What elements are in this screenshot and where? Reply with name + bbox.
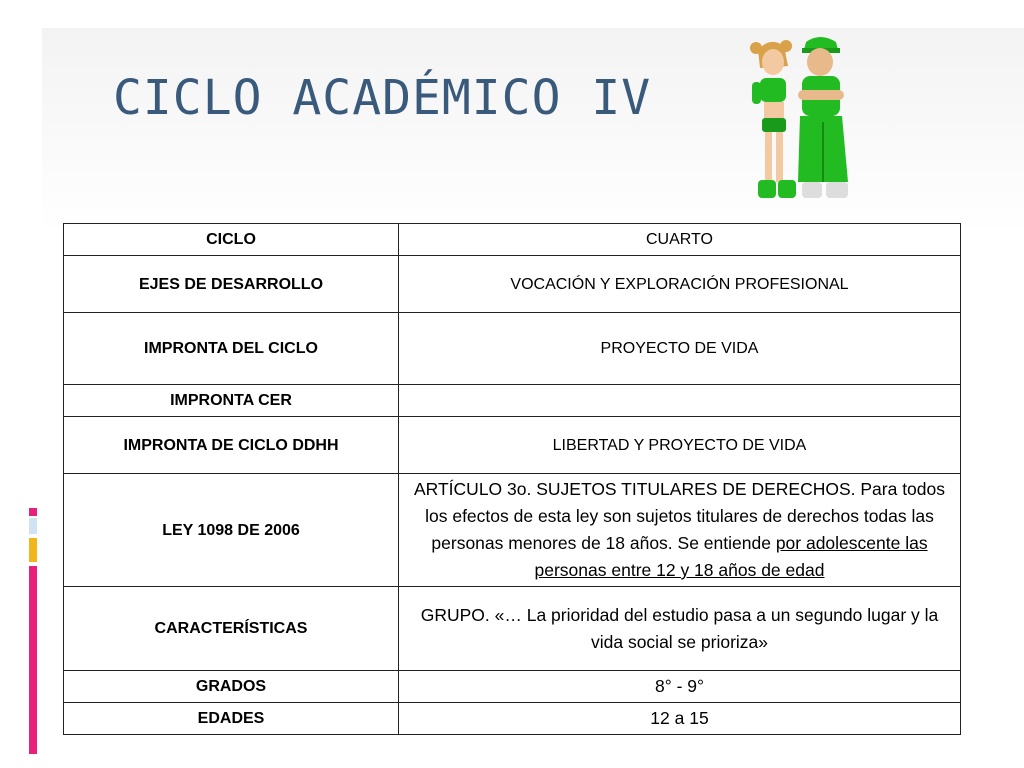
row-label-impronta-cer: IMPRONTA CER [64,385,399,417]
accent-bar-blue [29,518,37,534]
row-label-ciclo: CICLO [64,224,399,256]
table-row [64,703,961,735]
table-row [64,474,961,587]
row-value-impronta-cer [399,385,961,417]
cycle-info-table [63,223,961,735]
accent-bar-pink-small [29,508,37,516]
boy-figure-icon [798,37,848,198]
row-value-edades: 12 a 15 [399,703,961,735]
table-row [64,385,961,417]
table-row [64,224,961,256]
table-row [64,417,961,474]
slide-title: CICLO ACADÉMICO IV [113,70,652,126]
row-label-ley: LEY 1098 DE 2006 [64,474,399,587]
row-label-grados: GRADOS [64,671,399,703]
table-row [64,313,961,385]
row-value-ddhh: LIBERTAD Y PROYECTO DE VIDA [399,417,961,474]
row-value-ciclo: CUARTO [399,224,961,256]
ley-text-underlined: por adolescente las personas entre 12 y 18 años de edad [534,533,928,580]
row-label-ejes: EJES DE DESARROLLO [64,256,399,313]
row-value-ley [399,474,961,587]
ley-text: ARTÍCULO 3o. SUJETOS TITULARES DE DERECHOS. Para todos los efectos de esta ley son sujetos titulares de derechos todas las personas menores de 18 años. Se entiende [414,479,945,553]
table-row [64,587,961,671]
row-label-ddhh: IMPRONTA DE CICLO DDHH [64,417,399,474]
row-value-grados: 8° - 9° [399,671,961,703]
girl-figure-icon [750,40,796,198]
row-label-caracteristicas: CARACTERÍSTICAS [64,587,399,671]
row-value-caracteristicas: GRUPO. «… La prioridad del estudio pasa a un segundo lugar y la vida social se prioriza» [399,587,961,671]
row-value-impronta-ciclo: PROYECTO DE VIDA [399,313,961,385]
accent-bar-pink [29,566,37,754]
table-row [64,256,961,313]
row-value-ejes: VOCACIÓN Y EXPLORACIÓN PROFESIONAL [399,256,961,313]
teen-couple-icon [748,32,852,204]
row-label-edades: EDADES [64,703,399,735]
table-row [64,671,961,703]
accent-bar-yellow [29,538,37,562]
row-label-impronta-ciclo: IMPRONTA DEL CICLO [64,313,399,385]
